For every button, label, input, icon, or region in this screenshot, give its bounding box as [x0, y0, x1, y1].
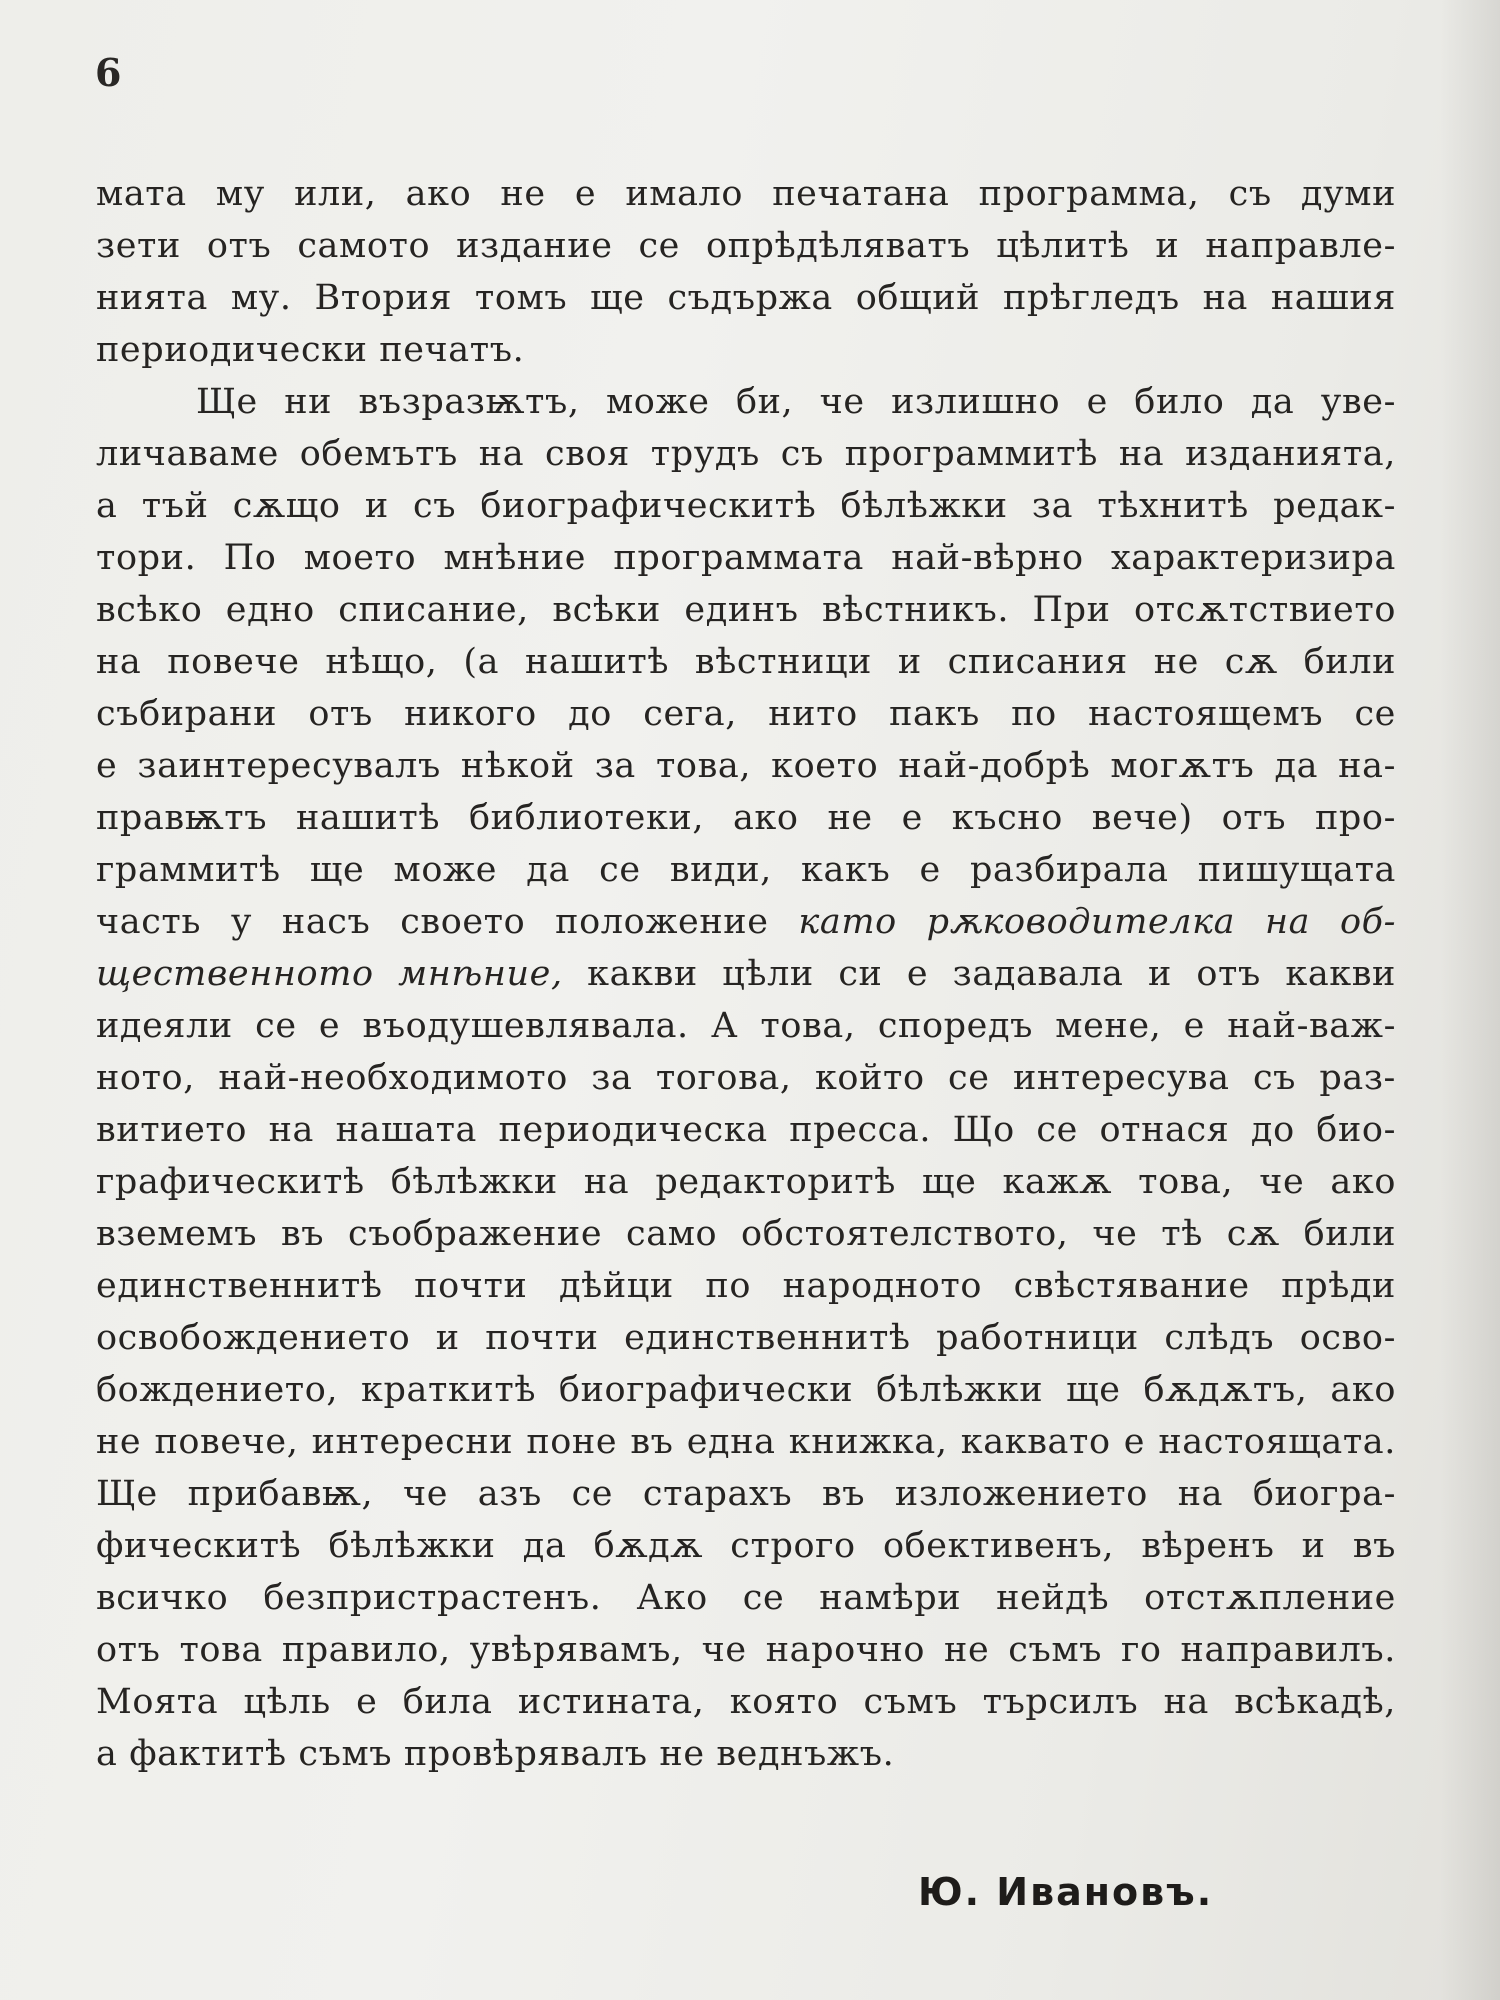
text-line: правѭтъ нашитѣ библиотеки, ако не е късно вече) отъ про-: [96, 798, 1396, 838]
italic-phrase: щественното мнѣние,: [96, 954, 563, 994]
text-line: личаваме обемътъ на своя трудъ съ программитѣ на изданията,: [96, 434, 1396, 474]
text-line: графическитѣ бѣлѣжки на редакторитѣ ще кажѫ това, че ако: [96, 1162, 1396, 1202]
text-line: а фактитѣ съмъ провѣрявалъ не веднъжъ.: [96, 1734, 895, 1774]
text-line: витието на нашата периодическа пресса. Що се отнася до био-: [96, 1110, 1396, 1150]
text-line: не повече, интересни поне въ една книжка, каквато е настоящата.: [96, 1422, 1396, 1462]
text-line: периодически печатъ.: [96, 330, 525, 370]
text-line-mixed: [96, 896, 1396, 948]
text-line: отъ това правило, увѣрявамъ, че нарочно не съмъ го направилъ.: [96, 1630, 1396, 1670]
text-line: Ще ни възразѭтъ, може би, че излишно е било да уве-: [196, 382, 1396, 422]
text-line: идеяли се е въодушевлявала. А това, споредъ мене, е най-важ-: [96, 1006, 1396, 1046]
text-line: фическитѣ бѣлѣжки да бѫдѫ строго обективенъ, вѣренъ и въ: [96, 1526, 1396, 1566]
text-line: всѣко едно списание, всѣки единъ вѣстникъ. При отсѫтствието: [96, 590, 1396, 630]
text-line: Ще прибавѭ, че азъ се старахъ въ изложението на биогра-: [96, 1474, 1396, 1514]
text-line: тори. По моето мнѣние программата най-вѣрно характеризира: [96, 538, 1396, 578]
text-line: зети отъ самото издание се опрѣдѣляватъ цѣлитѣ и направле-: [96, 226, 1396, 266]
text-line: вземемъ въ съображение само обстоятелството, че тѣ сѫ били: [96, 1214, 1396, 1254]
page-edge-shadow: [1440, 0, 1500, 2000]
text-line: Моята цѣль е била истината, която съмъ търсилъ на всѣкадѣ,: [96, 1682, 1396, 1722]
text-line: единственнитѣ почти дѣйци по народното свѣстявание прѣди: [96, 1266, 1396, 1306]
body-text: [96, 168, 1396, 1780]
text-segment: какви цѣли си е задавала и отъ какви: [562, 954, 1396, 994]
text-line: е заинтересувалъ нѣкой за това, което най-добрѣ могѫтъ да на-: [96, 746, 1396, 786]
text-line: граммитѣ ще може да се види, какъ е разбирала пишущата: [96, 850, 1396, 890]
text-line: събирани отъ никого до сега, нито пакъ по настоящемъ се: [96, 694, 1396, 734]
author-signature: Ю. Ивановъ.: [918, 1870, 1214, 1914]
text-line: на повече нѣщо, (а нашитѣ вѣстници и списания не сѫ били: [96, 642, 1396, 682]
text-line: бождението, краткитѣ биографически бѣлѣжки ще бѫдѫтъ, ако: [96, 1370, 1396, 1410]
text-line: а тъй сѫщо и съ биографическитѣ бѣлѣжки за тѣхнитѣ редак-: [96, 486, 1396, 526]
text-line: ното, най-необходимото за тогова, който се интересува съ раз-: [96, 1058, 1396, 1098]
text-line: всичко безпристрастенъ. Ако се намѣри нейдѣ отстѫпление: [96, 1578, 1396, 1618]
italic-phrase: като рѫководителка на об-: [798, 902, 1397, 942]
text-line-mixed: [96, 948, 1396, 1000]
text-segment: часть у насъ своето положение: [96, 902, 799, 942]
text-line: освобождението и почти единственнитѣ работници слѣдъ осво-: [96, 1318, 1396, 1358]
text-line: мата му или, ако не е имало печатана программа, съ думи: [96, 174, 1396, 214]
page-number: 6: [95, 50, 122, 95]
text-line: нията му. Втория томъ ще съдържа общий прѣгледъ на нашия: [96, 278, 1396, 318]
